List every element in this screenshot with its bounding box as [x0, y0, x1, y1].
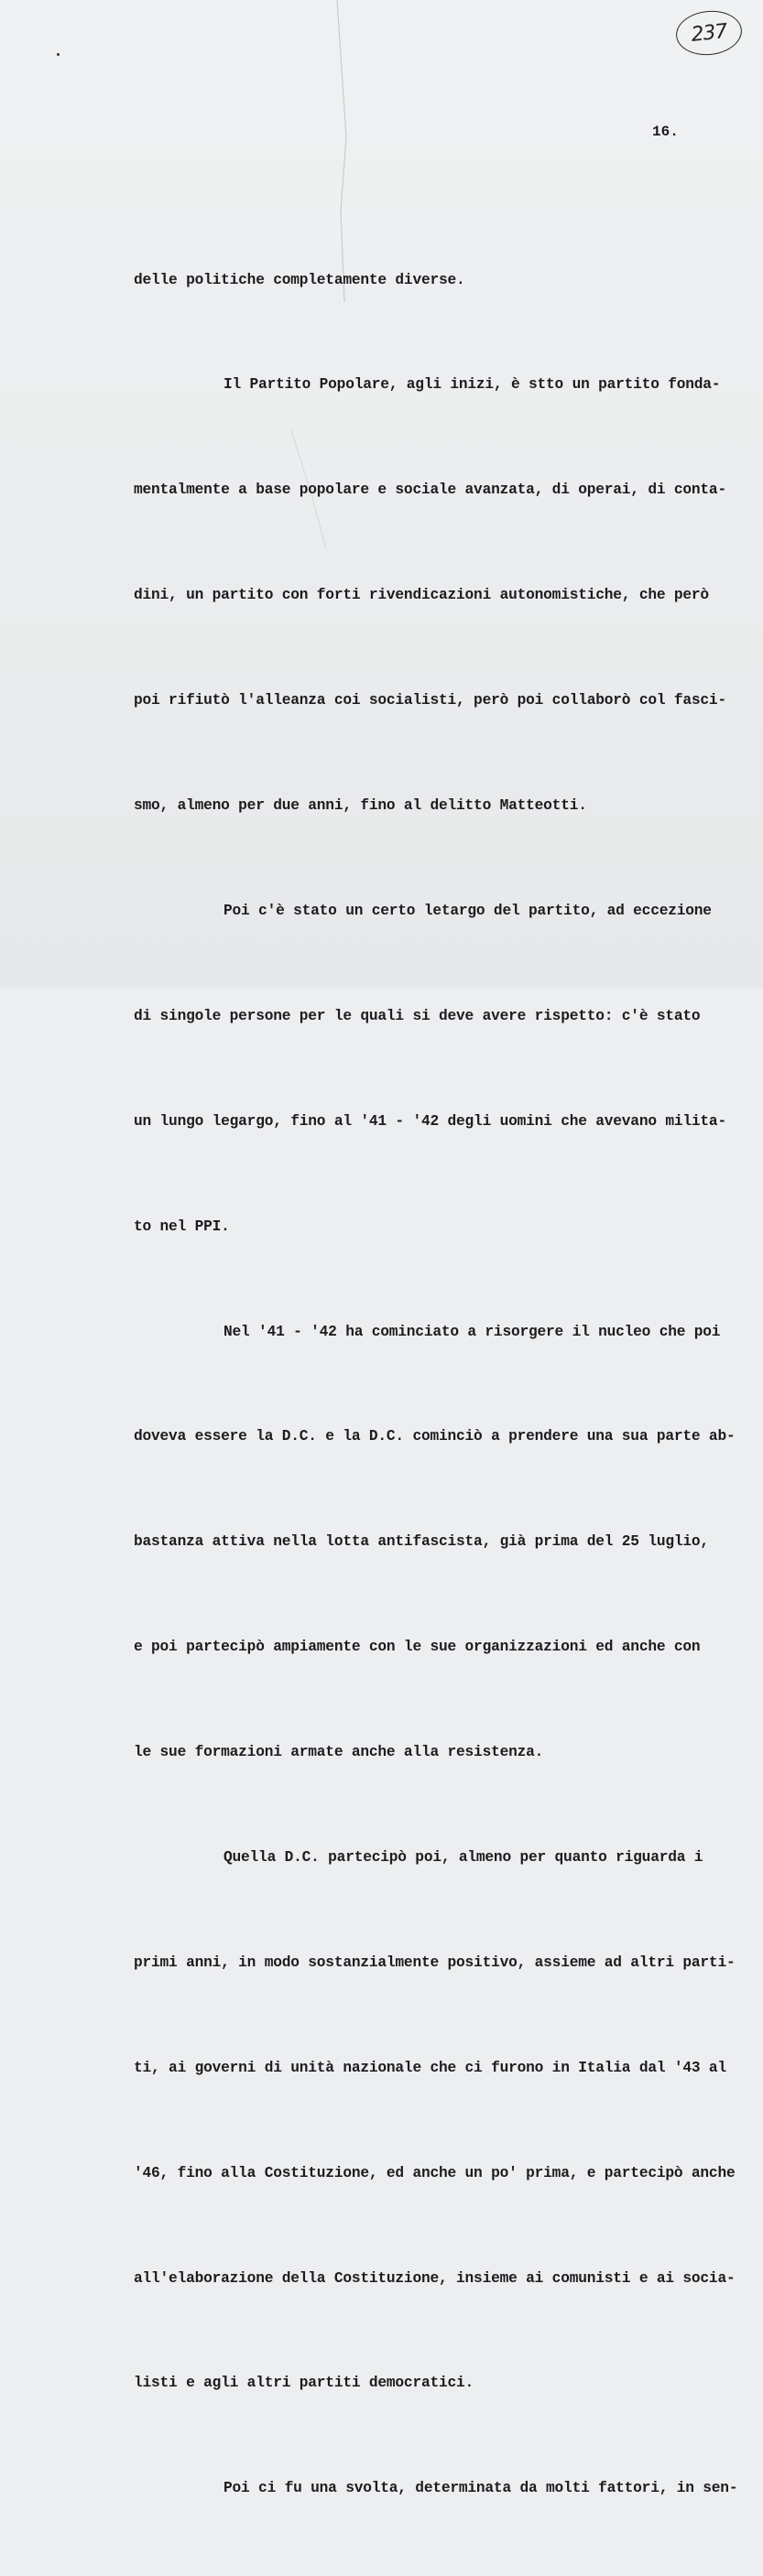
archive-number: 237 — [690, 19, 728, 47]
text-line: delle politiche completamente diverse. — [134, 271, 465, 288]
text-line: mentalmente a base popolare e sociale avanzata, di operai, di conta- — [134, 482, 726, 499]
text-line: di singole persone per le quali si deve avere rispetto: c'è stato — [134, 1007, 701, 1024]
text-line: '46, fino alla Costituzione, ed anche un po' prima, e partecipò anche — [134, 2164, 736, 2181]
text-line: Quella D.C. partecipò poi, almeno per quanto riguarda i — [223, 1848, 703, 1866]
text-line: poi rifiutò l'alleanza coi socialisti, però poi collaborò col fasci- — [134, 692, 726, 709]
text-line: smo, almeno per due anni, fino al delitto Matteotti. — [134, 797, 587, 815]
ink-dot — [57, 53, 60, 56]
text-line: Poi ci fu una svolta, determinata da molti fattori, in sen- — [223, 2480, 738, 2497]
text-line: Poi c'è stato un certo letargo del partito, ad eccezione — [223, 902, 712, 919]
text-line: un lungo legargo, fino al '41 - '42 degli uomini che avevano milita- — [134, 1112, 726, 1130]
text-line: Il Partito Popolare, agli inizi, è stto un partito fonda- — [223, 376, 721, 394]
text-line: Nel '41 - '42 ha cominciato a risorgere il nucleo che poi — [223, 1323, 721, 1340]
text-line: ti, ai governi di unità nazionale che ci furono in Italia dal '43 al — [134, 2059, 726, 2076]
archive-number-stamp — [674, 7, 745, 58]
text-line: primi anni, in modo sostanzialmente positivo, assieme ad altri parti- — [134, 1954, 736, 1971]
page-number: 16. — [652, 124, 679, 140]
text-line: bastanza attiva nella lotta antifascista, già prima del 25 luglio, — [134, 1533, 709, 1551]
text-line: listi e agli altri partiti democratici. — [134, 2375, 474, 2392]
text-line: doveva essere la D.C. e la D.C. cominciò a prendere una sua parte ab- — [134, 1428, 736, 1445]
text-line: all'elaborazione della Costituzione, insieme ai comunisti e ai socia- — [134, 2269, 736, 2287]
body-text — [134, 192, 757, 2576]
text-line: le sue formazioni armate anche alla resistenza. — [134, 1744, 544, 1761]
text-line: dini, un partito con forti rivendicazioni autonomistiche, che però — [134, 587, 709, 604]
text-line: to nel PPI. — [134, 1218, 230, 1235]
text-line: e poi partecipò ampiamente con le sue organizzazioni ed anche con — [134, 1639, 701, 1656]
